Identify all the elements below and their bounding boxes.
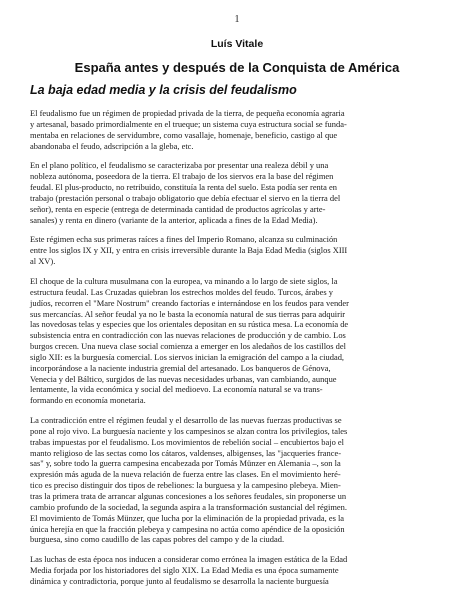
paragraph: Este régimen echa sus primeras raíces a fines del Imperio Romano, alcanza su culminación entre los siglos IX y XII, y entra en crisis irreversible durante la Baja Edad Media (siglos XIII al XV). <box>30 234 348 267</box>
paragraph: El feudalismo fue un régimen de propiedad privada de la tierra, de pequeña economía agraria y artesanal, basado primordialmente en el trueque; un sistema cuya estructura social se funda- mentaba en relaciones de servidumbre, como vasallaje, homenaje, beneficio, castigo al que abandonaba el feudo, adscripción a la gleba, etc. <box>30 108 347 151</box>
body-text <box>30 108 448 596</box>
author-name: Luís Vitale <box>210 38 264 50</box>
document-title: España antes y después de la Conquista de América <box>74 60 400 75</box>
page-number: 1 <box>234 14 240 25</box>
paragraph: En el plano político, el feudalismo se caracterizaba por presentar una realeza débil y una nobleza autónoma, poseedora de la tierra. El trabajo de los siervos era la base del régimen feudal. El plus-producto, no retribuido, constituía la renta del suelo. Esta podía ser renta en trabajo (prestación personal o trabajo obligatorio que debía efectuar el siervo en la tierra del señor), renta en especie (entrega de determinada cantidad de productos agrícolas y arte- sanales) y renta en dinero (variante de la anterior, aplicada a fines de la Edad Media). <box>30 160 341 225</box>
paragraph: La contradicción entre el régimen feudal y el desarrollo de las nuevas fuerzas productivas se pone al rojo vivo. La burguesía naciente y los campesinos se alzan contra los privilegios, tales trabas impuestas por el feudalismo. Los movimientos de rebelión social – encubiertos bajo el manto religioso de las sectas como los cátaros, valdenses, albigenses, las "jacqueries france- sas" y, sobre todo la guerra campesina encabezada por Tomás Münzer en Alemania –, son la expresión más aguda de la nueva relación de fuerza entre las clases. En el movimiento heré- tico es preciso distinguir dos tipos de rebeliones: la burguesa y la campesino plebeya. Mien- tras la primera trata de arrancar algunas concesiones a los señores feudales, sin proponerse un cambio profundo de la sociedad, la segunda aspira a la transformación sustancial del régimen. El movimiento de Tomás Münzer, que lucha por la eliminación de la propiedad privada, es la única herejía en que la fracción plebeya y campesina no actúa como apéndice de la oposición burguesa, sino como caudillo de las capas pobres del campo y de la ciudad. <box>30 415 348 545</box>
paragraph: El choque de la cultura musulmana con la europea, va minando a lo largo de siete siglos, la estructura feudal. Las Cruzadas quiebran los estrechos moldes del feudo. Turcos, árabes y judíos, recorren el "Mare Nostrum" creando factorías e internándose en los feudos para vender sus mercancías. Al señor feudal ya no le basta la economía natural de sus tierras para adquirir las novedosas telas y especies que los orientales depositan en su rústica mesa. La economía de subsistencia entra en contradicción con las nuevas relaciones de producción y de cambio. Los burgos crecen. Una nueva clase social comienza a emerger en los aledaños de los castillos del siglo XII: es la burguesía comercial. Los siervos inician la emigración del campo a la ciudad, incorporándose a la naciente industria gremial del artesanado. Los banqueros de Génova, Venecia y del Báltico, surgidos de las nuevas necesidades urbanas, van cambiando, aunque lentamente, la vida económica y social del medioevo. La economía natural se va trans- formando en economía monetaria. <box>30 275 349 406</box>
section-heading: La baja edad media y la crisis del feudalismo <box>30 83 297 97</box>
paragraph: Las luchas de esta época nos inducen a considerar como errónea la imagen estática de la Edad Media forjada por los historiadores del siglo XIX. La Edad Media es una época sumamente dinámica y contradictoria, porque junto al feudalismo se desarrolla la naciente burguesía <box>30 554 348 586</box>
